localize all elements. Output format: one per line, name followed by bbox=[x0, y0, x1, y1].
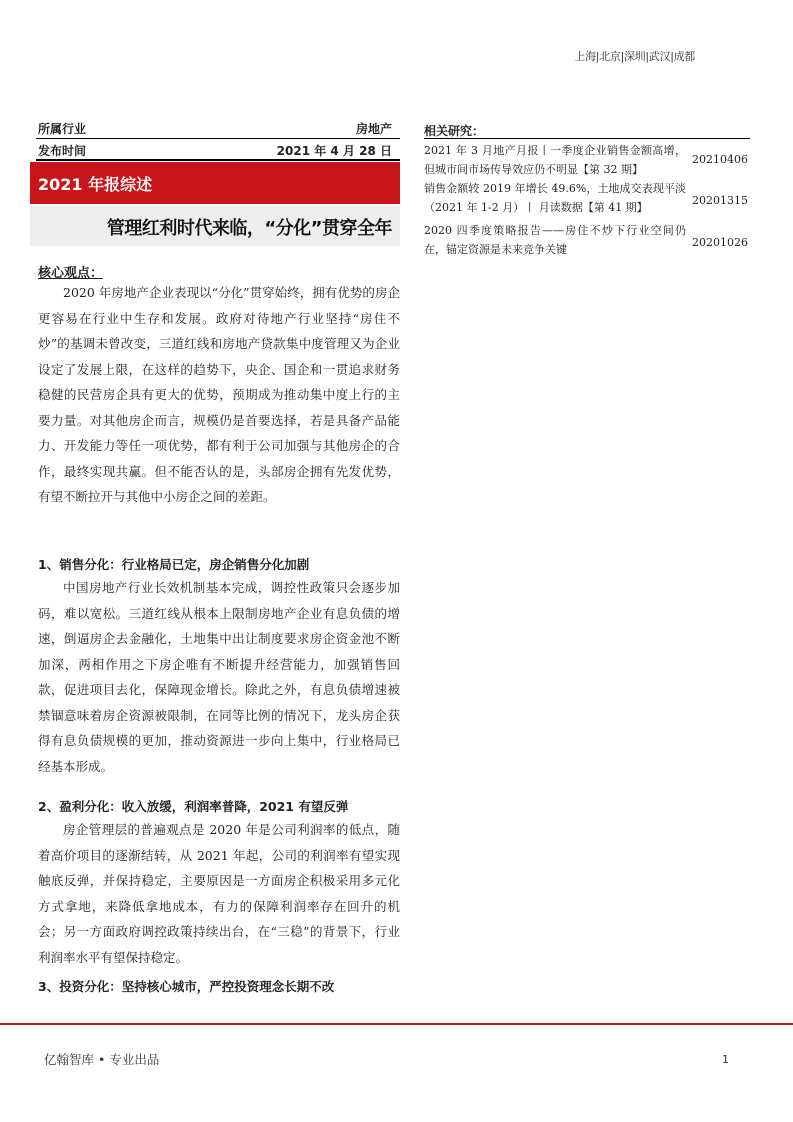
section-2-paragraph: 房企管理层的普遍观点是 2020 年是公司利润率的低点，随着高价项目的逐渐结转，从 2021 年起，公司的利润率有望实现触底反弹，并保持稳定，主要原因是一方面房企积极采用多元化方式拿地，来降低拿地成本，有力的保障利润率存在回升的机会；另一方面政府调控政策持续出台，在“三稳”的背景下，行业利润率水平有望保持稳定。 bbox=[38, 822, 400, 965]
related-item-date: 20201026 bbox=[692, 236, 748, 249]
core-view-paragraph: 2020 年房地产企业表现以“分化”贯穿始终，拥有优势的房企更容易在行业中生存和发展。政府对待地产行业坚持“房住不炒”的基调未曾改变，三道红线和房地产贷款集中度管理又为企业设定了发展上限，在这样的趋势下，央企、国企和一贯追求财务稳健的民营房企具有更大的优势，预期成为推动集中度上行的主要力量。对其他房企而言，规模仍是首要选择，若是具备产品能力、开发能力等任一项优势，都有利于公司加强与其他房企的合作，最终实现共赢。但不能否认的是，头部房企拥有先发优势，有望不断拉开与其他中小房企之间的差距。 bbox=[38, 285, 400, 504]
date-row bbox=[36, 140, 400, 158]
related-item-title[interactable]: 销售金额较 2019 年增长 49.6%，土地成交表现平淡（2021 年 1-2 月）丨 月读数据【第 41 期】 bbox=[424, 182, 686, 214]
related-item[interactable] bbox=[424, 142, 754, 179]
office-locations: 上海|北京|深圳|武汉|成都 bbox=[574, 50, 695, 63]
section-1-heading: 1、销售分化：行业格局已定，房企销售分化加剧 bbox=[38, 557, 310, 572]
footer-rule bbox=[0, 1023, 793, 1025]
related-divider bbox=[424, 138, 750, 139]
section-1-paragraph: 中国房地产行业长效机制基本完成，调控性政策只会逐步加码，难以宽松。三道红线从根本上限制房地产企业有息负债的增速，倒逼房企去金融化，土地集中出让制度要求房企资金池不断加深，两相作用之下房企唯有不断提升经营能力，加强销售回款，促进项目去化，保障现金增长。除此之外，有息负债增速被禁锢意味着房企资源被限制，在同等比例的情况下，龙头房企获得有息负债规模的更加，推动资源进一步向上集中，行业格局已经基本形成。 bbox=[38, 580, 400, 774]
meta-bottom-rule bbox=[36, 159, 400, 161]
industry-value: 房地产 bbox=[355, 122, 392, 136]
related-item-title[interactable]: 2020 四季度策略报告——房住不炒下行业空间仍在，锚定资源是未来竞争关键 bbox=[424, 224, 686, 256]
industry-row bbox=[36, 118, 400, 136]
related-item[interactable] bbox=[424, 180, 754, 217]
industry-label: 所属行业 bbox=[38, 122, 87, 136]
report-banner bbox=[30, 162, 400, 204]
report-type-title: 2021 年报综述 bbox=[38, 175, 153, 194]
related-research-heading: 相关研究： bbox=[424, 124, 485, 138]
section-2-heading: 2、盈利分化：收入放缓，利润率普降，2021 有望反弹 bbox=[38, 799, 349, 814]
footer-brand: 亿翰智库 • 专业出品 bbox=[44, 1052, 160, 1067]
related-item[interactable] bbox=[424, 222, 754, 259]
section-3-heading: 3、投资分化：坚持核心城市，严控投资理念长期不改 bbox=[38, 979, 335, 994]
report-headline-box bbox=[30, 206, 400, 246]
date-value: 2021 年 4 月 28 日 bbox=[276, 144, 392, 158]
related-item-date: 20210406 bbox=[692, 153, 748, 166]
report-headline: 管理红利时代来临，“分化”贯穿全年 bbox=[106, 218, 392, 239]
related-item-title[interactable]: 2021 年 3 月地产月报丨一季度企业销售金额高增，但城市间市场传导效应仍不明显【第 32 期】 bbox=[424, 144, 686, 176]
date-label: 发布时间 bbox=[38, 144, 87, 158]
core-view-heading: 核心观点： bbox=[38, 266, 104, 281]
page-number: 1 bbox=[722, 1053, 729, 1066]
related-item-date: 20201315 bbox=[692, 194, 748, 207]
meta-divider bbox=[36, 138, 400, 139]
